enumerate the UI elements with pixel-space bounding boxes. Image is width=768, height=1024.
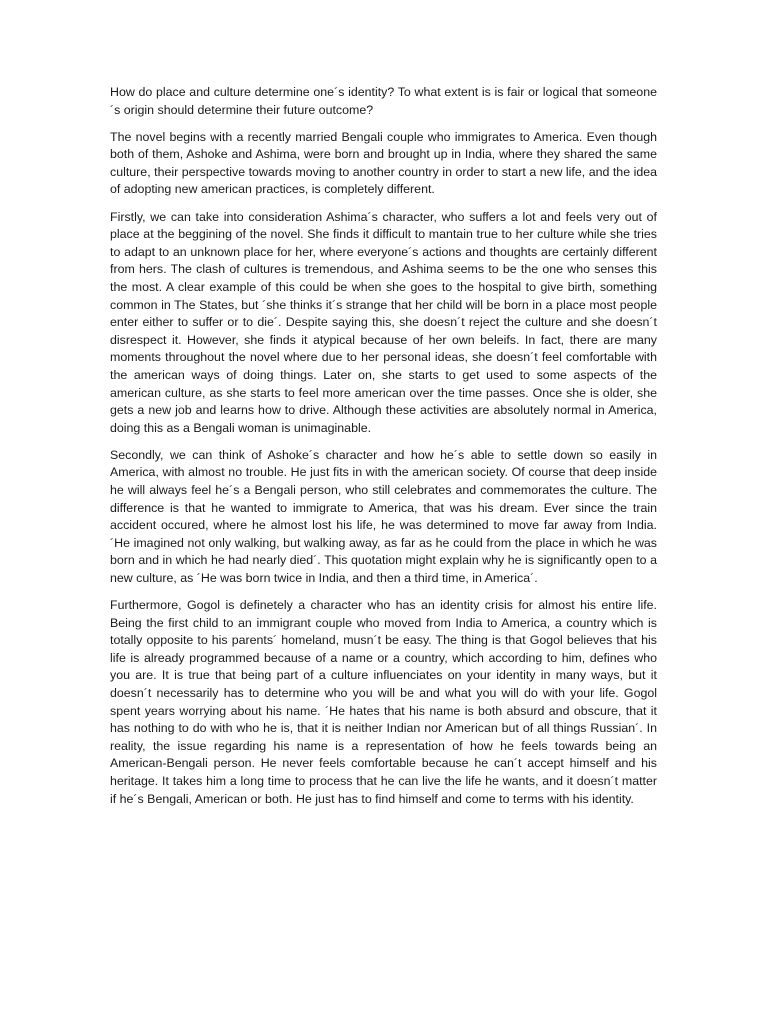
gogol-paragraph: Furthermore, Gogol is definetely a character who has an identity crisis for almost his entire life. Being the first child to an immigrant couple who moved from India to America, a country which is totally opposite to his parents´ homeland, musn´t be easy. The thing is that Gogol believes that his life is already programmed because of a name or a country, which according to him, defines who you are. It is true that being part of a culture influenciates on your identity in many ways, but it doesn´t necessarily has to determine who you will be and what you will do with your life. Gogol spent years worrying about his name. ´He hates that his name is both absurd and obscure, that it has nothing to do with who he is, that it is neither Indian nor American but of all things Russian´. In reality, the issue regarding his name is a representation of how he feels towards being an American-Bengali person. He never feels comfortable because he can´t accept himself and his heritage. It takes him a long time to process that he can live the life he wants, and it doesn´t matter if he´s Bengali, American or both. He just has to find himself and come to terms with his identity. — [110, 598, 657, 806]
ashima-paragraph: Firstly, we can take into consideration Ashima´s character, who suffers a lot and feels very out of place at the beggining of the novel. She finds it difficult to mantain true to her culture while she tries to adapt to an unknown place for her, where everyone´s actions and thoughts are certainly different from hers. The clash of cultures is tremendous, and Ashima seems to be the one who senses this the most. A clear example of this could be when she goes to the hospital to give birth, something common in The States, but ´she thinks it´s strange that her child will be born in a place most people enter either to suffer or to die´. Despite saying this, she doesn´t reject the culture and she doesn´t disrespect it. However, she finds it atypical because of her own beleifs. In fact, there are many moments throughout the novel where due to her personal ideas, she doesn´t feel comfortable with the american ways of doing things. Later on, she starts to get used to some aspects of the american culture, as she starts to feel more american over the time passes. Once she is older, she gets a new job and learns how to drive. Although these activities are absolutely normal in America, doing this as a Bengali woman is unimaginable. — [110, 209, 657, 435]
intro-question-paragraph: How do place and culture determine one´s identity? To what extent is is fair or logical that someone´s origin should determine their future outcome? — [110, 85, 657, 117]
document-page — [110, 84, 657, 818]
novel-introduction-paragraph: The novel begins with a recently married Bengali couple who immigrates to America. Even though both of them, Ashoke and Ashima, were born and brought up in India, where they shared the same culture, their perspective towards moving to another country in order to start a new life, and the idea of adopting new american practices, is completely different. — [110, 129, 657, 197]
ashoke-paragraph: Secondly, we can think of Ashoke´s character and how he´s able to settle down so easily in America, with almost no trouble. He just fits in with the american society. Of course that deep inside he will always feel he´s a Bengali person, who still celebrates and commemorates the culture. The difference is that he wanted to immigrate to America, that was his dream. Ever since the train accident occured, where he almost lost his life, he was determined to move far away from India. ´He imagined not only walking, but walking away, as far as he could from the place in which he was born and in which he had nearly died´. This quotation might explain why he is significantly open to a new culture, as ´He was born twice in India, and then a third time, in America´. — [110, 447, 657, 585]
